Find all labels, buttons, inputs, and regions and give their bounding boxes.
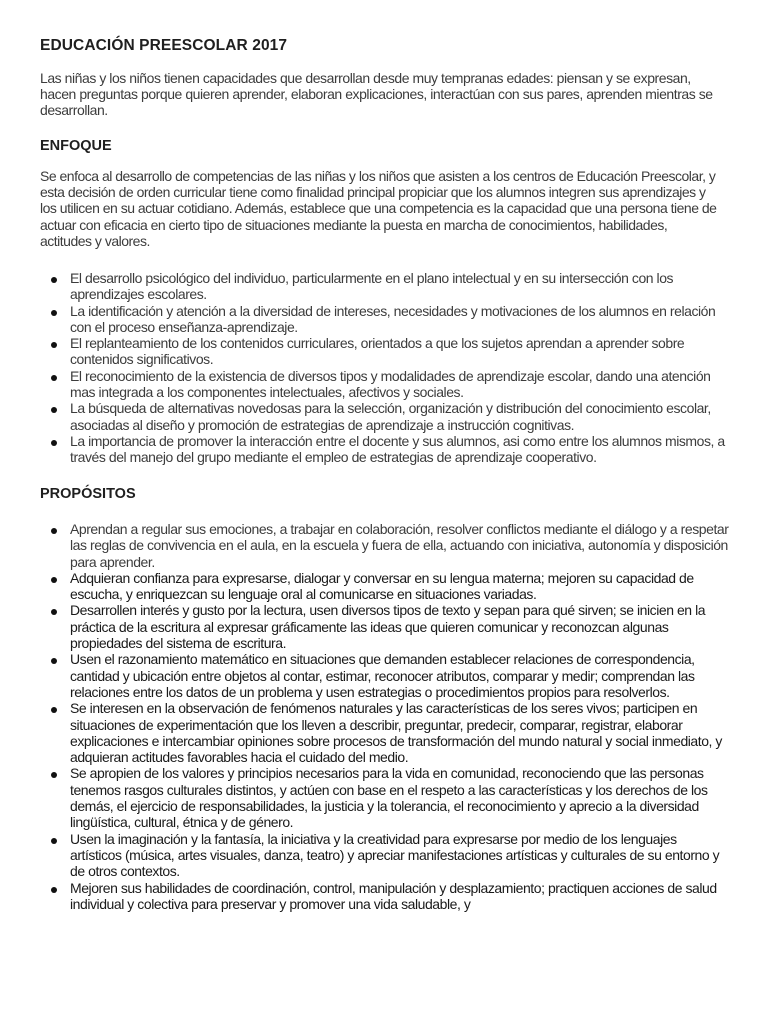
- list-item-text: Desarrollen interés y gusto por la lectura, usen diversos tipos de texto y sepan para qué sirven; se inicien en la práctica de la escritura al expresar gráficamente las ideas que quieren comunicar y reconozcan algunas propiedades del sistema de escritura.: [70, 602, 706, 652]
- list-item-text: La búsqueda de alternativas novedosas para la selección, organización y distribución del conocimiento escolar, asociadas al diseño y promoción de estrategias de aprendizaje a instrucción cognitivas.: [70, 400, 711, 433]
- list-item: [40, 400, 730, 433]
- bullet-icon: [51, 342, 57, 348]
- list-item-text: Se interesen en la observación de fenómenos naturales y las características de los seres vivos; participen en situaciones de experimentación que los lleven a describir, preguntar, predecir, comparar, registrar, elaborar explicaciones e intercambiar opiniones sobre procesos de transformación del mundo natural y social inmediato, y adquieran actitudes favorables hacia el cuidado del medio.: [70, 700, 722, 766]
- list-item: [40, 521, 730, 570]
- list-item: [40, 303, 730, 336]
- bullet-icon: [51, 310, 57, 316]
- list-item-text: La importancia de promover la interacción entre el docente y sus alumnos, asi como entre los alumnos mismos, a través del manejo del grupo mediante el empleo de estrategias de aprendizaje cooperativo.: [70, 432, 725, 466]
- bullet-icon: [51, 838, 57, 844]
- list-item: [40, 602, 730, 651]
- list-item-text: Usen la imaginación y la fantasía, la iniciativa y la creatividad para expresarse por medio de los lenguajes artísticos (música, artes visuales, danza, teatro) y apreciar manifestaciones artísticas y culturales de su entorno y de otros contextos.: [70, 830, 720, 880]
- list-item: [40, 700, 730, 765]
- bullet-icon: [51, 772, 57, 778]
- document-title: EDUCACIÓN PREESCOLAR 2017: [40, 37, 288, 54]
- list-item-text: Usen el razonamiento matemático en situaciones que demanden establecer relaciones de correspondencia, cantidad y ubicación entre objetos al contar, estimar, reconocer atributos, comparar y medir; comprendan las relaciones entre los datos de un problema y usen estrategias o procedimientos propios para resolverlos.: [70, 651, 695, 700]
- list-item-text: El reconocimiento de la existencia de diversos tipos y modalidades de aprendizaje escolar, dando una atención mas integrada a los componentes intelectuales, afectivos y sociales.: [70, 367, 711, 401]
- bullet-icon: [51, 407, 57, 413]
- bullet-icon: [51, 707, 57, 713]
- list-item-text: El desarrollo psicológico del individuo, particularmente en el plano intelectual y en su intersección con los aprendizajes escolares.: [70, 270, 674, 303]
- list-item: [40, 335, 730, 368]
- bullet-icon: [51, 375, 57, 381]
- bullet-icon: [51, 658, 57, 664]
- list-item-text: Se apropien de los valores y principios necesarios para la vida en comunidad, reconociendo que las personas tenemos rasgos culturales distintos, y actúen con base en el respeto a las características y los derechos de los demás, el ejercicio de responsabilidades, la justicia y la tolerancia, el reconocimiento y aprecio a la diversidad lingüística, cultural, étnica y de género.: [70, 765, 708, 831]
- list-item: [40, 831, 730, 880]
- bullet-icon: [51, 440, 57, 446]
- list-item-text: La identificación y atención a la diversidad de intereses, necesidades y motivaciones de los alumnos en relación con el proceso enseñanza-aprendizaje.: [70, 302, 716, 335]
- enfoque-paragraph: Se enfoca al desarrollo de competencias de las niñas y los niños que asisten a los centros de Educación Preescolar, y esta decisión de orden curricular tiene como finalidad principal propiciar que los alumnos integren sus aprendizajes y los utilicen en su actuar cotidiano. Además, establece que una competencia es la capacidad que una persona tiene de actuar con eficacia en cierto tipo de situaciones mediante la puesta en marcha de conocimientos, habilidades, actitudes y valores.: [40, 168, 717, 249]
- bullet-icon: [51, 528, 57, 534]
- list-item-text: Aprendan a regular sus emociones, a trabajar en colaboración, resolver conflictos mediante el diálogo y a respetar las reglas de convivencia en el aula, en la escuela y fuera de ella, actuando con iniciativa, autonomía y disposición para aprender.: [70, 521, 729, 570]
- list-item-text: Adquieran confianza para expresarse, dialogar y conversar en su lengua materna; mejoren su capacidad de escucha, y enriquezcan su lenguaje oral al comunicarse en situaciones variadas.: [70, 569, 694, 603]
- propositos-heading: PROPÓSITOS: [40, 486, 136, 502]
- list-item-text: El replanteamiento de los contenidos curriculares, orientados a que los sujetos aprendan a aprender sobre contenidos significativos.: [70, 335, 685, 368]
- bullet-icon: [51, 887, 57, 893]
- list-item: [40, 433, 730, 466]
- list-item: [40, 570, 730, 603]
- bullet-icon: [51, 277, 57, 283]
- list-item: [40, 765, 730, 830]
- list-item: [40, 651, 730, 700]
- bullet-icon: [51, 609, 57, 615]
- enfoque-heading: ENFOQUE: [40, 138, 112, 154]
- list-item: [40, 270, 730, 303]
- list-item-text: Mejoren sus habilidades de coordinación, control, manipulación y desplazamiento; practiquen acciones de salud individual y colectiva para preservar y promover una vida saludable, y: [70, 879, 717, 912]
- list-item: [40, 368, 730, 401]
- intro-paragraph: Las niñas y los niños tienen capacidades que desarrollan desde muy tempranas edades: piensan y se expresan, hacen preguntas porque quieren aprender, elaboran explicaciones, interactúan con sus pares, aprenden mientras se desarrollan.: [40, 70, 713, 118]
- enfoque-list: [40, 270, 730, 466]
- bullet-icon: [51, 577, 57, 583]
- list-item: [40, 880, 730, 913]
- propositos-list: [40, 521, 730, 912]
